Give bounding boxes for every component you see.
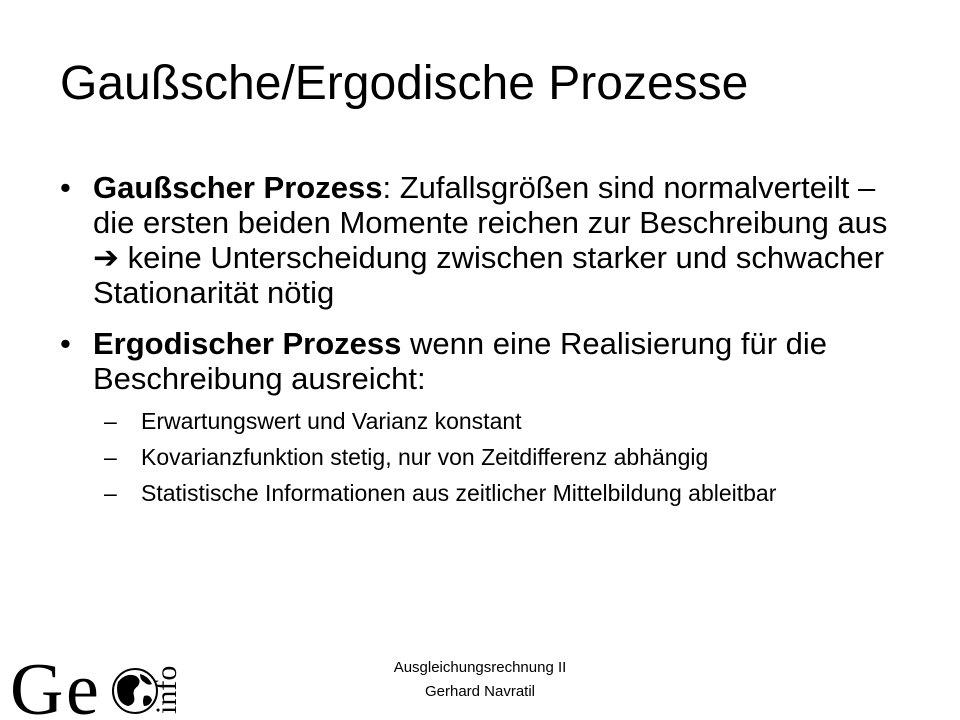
sub-bullet-dash: – xyxy=(104,444,117,470)
sub-bullet-item xyxy=(93,408,920,434)
bullet-text: : Zufallsgrößen sind normalverteilt – die ersten beiden Momente reichen zur Beschreibung aus xyxy=(93,170,888,240)
bullet-item xyxy=(60,170,920,310)
footer xyxy=(330,656,630,704)
footer-course: Ausgleichungsrechnung II xyxy=(393,659,567,676)
bullet-text: wenn eine Realisierung für die Beschreibung ausreicht: xyxy=(93,326,828,396)
svg-text:info: info xyxy=(150,665,183,714)
bullet-term: Ergodischer Prozess xyxy=(93,326,402,361)
sub-bullet-dash: – xyxy=(104,408,117,434)
sub-bullet-item xyxy=(93,444,920,470)
bullet-text-after: keine Unterscheidung zwischen starker und schwacher Stationarität nötig xyxy=(93,240,885,310)
sub-bullet-list xyxy=(93,408,920,506)
sub-bullet-text: Erwartungswert und Varianz konstant xyxy=(141,408,522,434)
slide-title: Gaußsche/Ergodische Prozesse xyxy=(60,57,749,110)
bullet-dot: • xyxy=(60,326,71,361)
bullet-term: Gaußscher Prozess xyxy=(93,170,383,205)
bullet-list xyxy=(60,170,920,522)
sub-bullet-text: Kovarianzfunktion stetig, nur von Zeitdifferenz abhängig xyxy=(141,444,709,470)
sub-bullet-item xyxy=(93,480,920,506)
svg-text:G: G xyxy=(10,649,64,720)
bullet-item xyxy=(60,326,920,506)
sub-bullet-dash: – xyxy=(104,480,117,506)
svg-text:e: e xyxy=(66,649,99,720)
geoinfo-logo xyxy=(8,640,188,720)
sub-bullet-text: Statistische Informationen aus zeitlicher Mittelbildung ableitbar xyxy=(141,480,777,506)
arrow-icon: ➔ xyxy=(93,240,119,275)
footer-author: Gerhard Navratil xyxy=(424,683,536,700)
bullet-dot: • xyxy=(60,170,71,205)
